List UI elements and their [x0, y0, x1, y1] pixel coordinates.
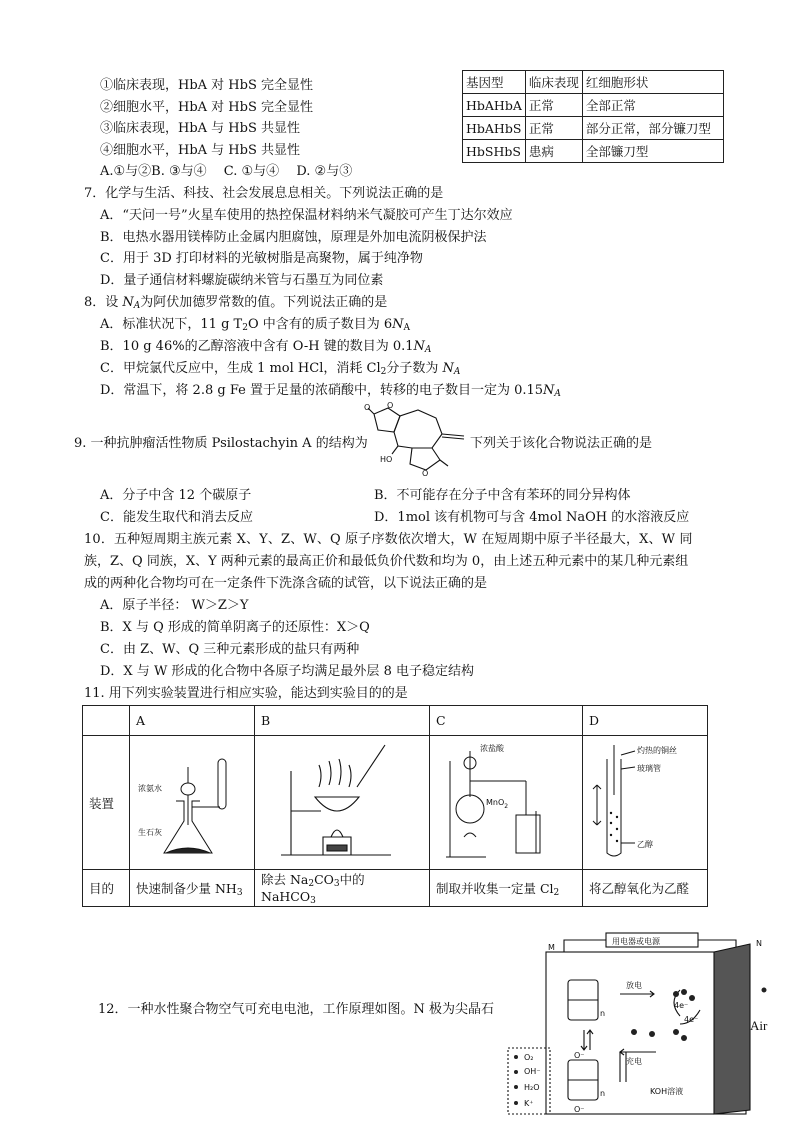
q8-option-d: D．常温下，将 2.8 g Fe 置于足量的浓硝酸中，转移的电子数目一定为 $0.15N_A$: [100, 383, 561, 399]
table-cell: [130, 736, 255, 870]
table-cell: [255, 736, 430, 870]
electrode-n-label: N: [756, 939, 762, 948]
structure-o-label: O: [387, 402, 394, 410]
structure-ho-label: HO: [380, 455, 393, 464]
table-row: [463, 71, 724, 94]
table-header: C: [430, 706, 583, 736]
table-cell: 正常: [525, 117, 582, 140]
label-glass-tube: 玻璃管: [637, 764, 661, 773]
legend-k: K⁺: [524, 1099, 534, 1108]
table-header: 基因型: [463, 71, 526, 94]
electron-label: 4e⁻: [674, 1001, 689, 1010]
structure-o-label: O: [422, 469, 429, 478]
label-conc-hcl: 浓盐酸: [480, 744, 504, 753]
table-cell: 将乙醇氧化为乙醛: [583, 870, 708, 907]
label-hot-copper-wire: 灼热的铜丝: [637, 746, 677, 755]
table-row: [463, 94, 724, 117]
q10-option-b: B．X 与 Q 形成的简单阴离子的还原性：X＞Q: [100, 620, 370, 635]
table-header: D: [583, 706, 708, 736]
table-cell: 制取并收集一定量 $Cl_2$: [430, 870, 583, 907]
structure-o-label: O: [364, 403, 371, 412]
q12-stem: 12．一种水性聚合物空气可充电电池，工作原理如图。N 极为尖晶石: [98, 1002, 495, 1017]
q9-stem-post: 下列关于该化合物说法正确的是: [470, 436, 653, 451]
table-cell: 全部镰刀型: [582, 140, 723, 163]
table-cell: HbAHbA: [463, 94, 526, 117]
chlorine-apparatus-diagram: [436, 741, 570, 861]
genotype-table: [462, 70, 724, 163]
electrode-m-label: M: [548, 943, 555, 952]
q6-statement-1: ①临床表现，HbA 对 HbS 完全显性: [100, 78, 314, 93]
q7-option-c: C．用于 3D 打印材料的光敏树脂是高聚物，属于纯净物: [100, 251, 423, 266]
q6-statement-4: ④细胞水平，HbA 与 HbS 共显性: [100, 143, 301, 158]
table-cell: 目的: [83, 870, 130, 907]
table-cell: 患病: [525, 140, 582, 163]
ammonia-apparatus-diagram: [136, 741, 246, 861]
legend-o2: O₂: [524, 1053, 534, 1062]
q8-option-b: B．10 g 46%的乙醇溶液中含有 O-H 键的数目为 $0.1N_A$: [100, 339, 432, 355]
table-row: [463, 117, 724, 140]
q10-stem-line3: 成的两种化合物均可在一定条件下洗涤含硫的试管，以下说法正确的是: [84, 576, 488, 591]
psilostachyin-structure: [360, 402, 472, 478]
table-cell: [583, 736, 708, 870]
q9-option-b: B．不可能存在分子中含有苯环的同分异构体: [374, 488, 631, 503]
table-row: [463, 140, 724, 163]
q6-statement-3: ③临床表现，HbA 与 HbS 共显性: [100, 121, 301, 136]
table-cell: 全部正常: [582, 94, 723, 117]
q8-stem: 8．设 $N_A$为阿伏加德罗常数的值。下列说法正确的是: [84, 295, 388, 311]
table-header: A: [130, 706, 255, 736]
ethanol-oxidation-diagram: [589, 741, 701, 861]
electron-label: 4e⁻: [684, 1015, 699, 1024]
polymer-n-label: n: [600, 1089, 606, 1098]
label-mno2: MnO$_2$: [486, 798, 509, 810]
q7-stem: 7．化学与生活、科技、社会发展息息相关。下列说法正确的是: [84, 186, 444, 201]
q10-option-d: D．X 与 W 形成的化合物中各原子均满足最外层 8 电子稳定结构: [100, 664, 474, 679]
q10-option-a: A．原子半径： W＞Z＞Y: [100, 598, 249, 613]
table-cell: 部分正常，部分镰刀型: [582, 117, 723, 140]
q7-option-b: B．电热水器用镁棒防止金属内胆腐蚀，原理是外加电流阴极保护法: [100, 230, 487, 245]
table-header: 红细胞形状: [582, 71, 723, 94]
table-header: B: [255, 706, 430, 736]
table-cell: 正常: [525, 94, 582, 117]
q10-stem-line1: 10．五种短周期主族元素 X、Y、Z、W、Q 原子序数依次增大，W 在短周期中原子半径最大，X、W 同: [84, 532, 693, 547]
legend-oh: OH⁻: [524, 1067, 541, 1076]
air-label: Air: [750, 1018, 768, 1033]
q9-option-c: C．能发生取代和消去反应: [100, 510, 253, 525]
polymer-n-label: n: [600, 1009, 606, 1018]
table-cell: 除去 $Na_2CO_3$中的 NaHCO$_3$: [255, 870, 430, 907]
q10-option-c: C．由 Z、W、Q 三种元素形成的盐只有两种: [100, 642, 360, 657]
koh-solution-label: KOH溶液: [650, 1087, 684, 1096]
q11-stem: 11. 用下列实验装置进行相应实验，能达到实验目的的是: [84, 686, 408, 701]
table-cell: HbSHbS: [463, 140, 526, 163]
table-cell: 快速制备少量 $NH_3$: [130, 870, 255, 907]
table-row: [83, 706, 708, 736]
heating-apparatus-diagram: [261, 741, 411, 861]
phenoxide-label: O⁻: [574, 1051, 585, 1060]
label-ammonia-water: 浓氨水: [138, 784, 162, 793]
q7-option-d: D．量子通信材料螺旋碳纳米管与石墨互为同位素: [100, 273, 384, 288]
label-ethanol: 乙醇: [637, 840, 653, 849]
experiment-table: [82, 705, 708, 907]
table-header: 临床表现: [525, 71, 582, 94]
q8-option-a: A．标准状况下，11 g $T_2O$ 中含有的质子数目为 $6N_A$: [100, 317, 411, 333]
table-cell: [430, 736, 583, 870]
table-row: [83, 736, 708, 870]
table-cell: 装置: [83, 736, 130, 870]
q7-option-a: A．“天问一号”火星车使用的热控保温材料纳米气凝胶可产生丁达尔效应: [100, 208, 513, 223]
q10-stem-line2: 族，Z、Q 同族，X、Y 两种元素的最高正价和最低负价代数和均为 0，由上述五种元素中的某几种元素组: [84, 554, 689, 569]
q8-option-c: C．甲烷氯代反应中，生成 1 mol HCl，消耗 $Cl_2$分子数为 $N_A$: [100, 361, 461, 377]
q9-option-d: D．1mol 该有机物可与含 4mol NaOH 的水溶液反应: [374, 510, 690, 525]
discharge-label: 放电: [626, 981, 642, 990]
label-quicklime: 生石灰: [138, 828, 162, 837]
q9-option-a: A．分子中含 12 个碳原子: [100, 488, 252, 503]
power-box-label: 用电器或电源: [612, 937, 660, 946]
charge-label: 充电: [626, 1057, 642, 1066]
table-row: [83, 870, 708, 907]
phenoxide-label: O⁻: [574, 1105, 585, 1114]
q6-choices: A.①与②B. ③与④ C. ①与④ D. ②与③: [100, 164, 353, 179]
table-cell: HbAHbS: [463, 117, 526, 140]
q9-stem-pre: 9. 一种抗肿瘤活性物质 Psilostachyin A 的结构为: [74, 436, 368, 451]
battery-diagram: [504, 932, 790, 1118]
table-cell: [83, 706, 130, 736]
q6-statement-2: ②细胞水平，HbA 对 HbS 完全显性: [100, 100, 314, 115]
legend-h2o: H₂O: [524, 1083, 540, 1092]
